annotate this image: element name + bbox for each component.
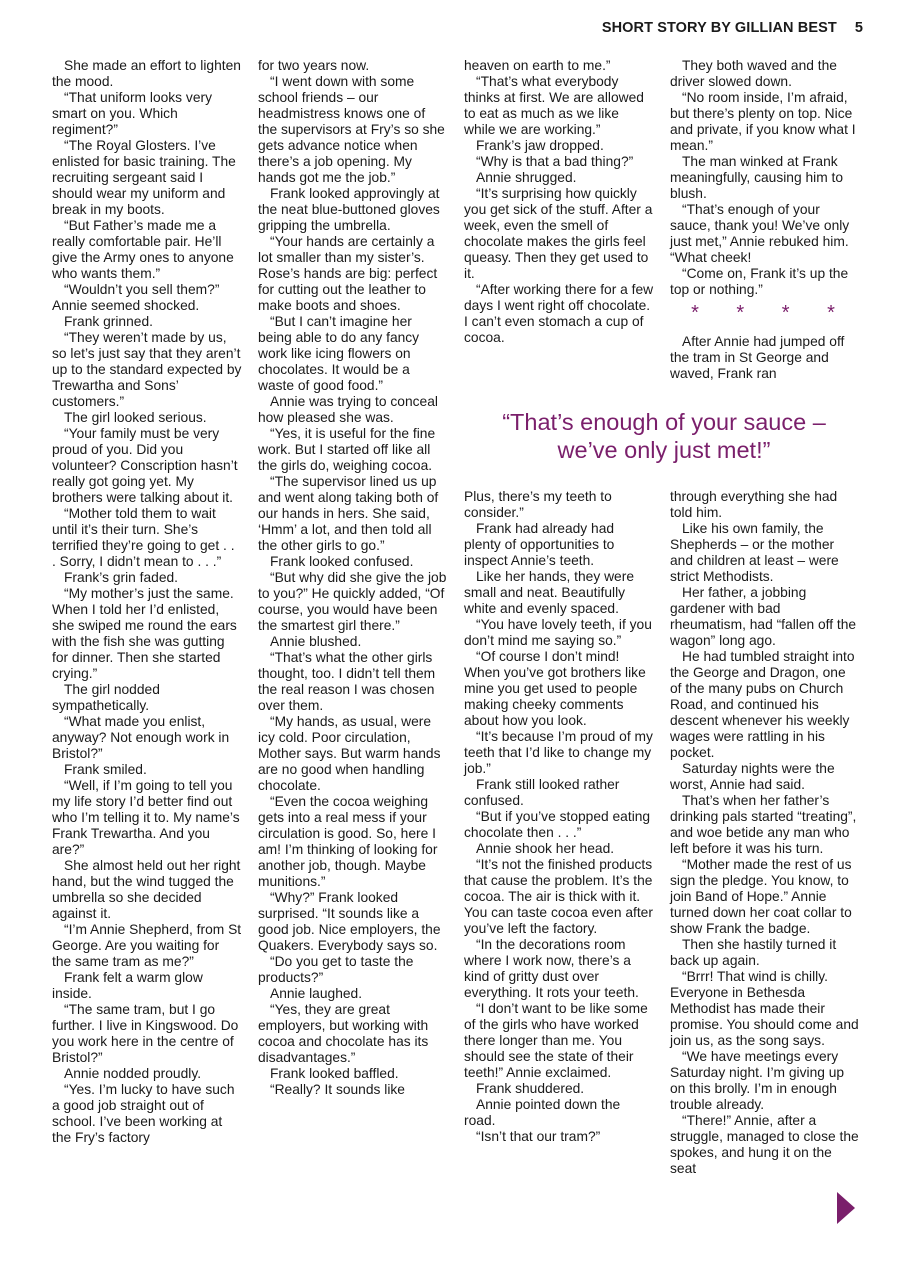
paragraph: “No room inside, I’m afraid, but there’s plenty on top. Nice and private, if you know what I mean.”	[670, 90, 856, 153]
paragraph: Annie laughed.	[270, 986, 363, 1001]
paragraph: Plus, there’s my teeth to consider.”	[464, 489, 612, 520]
paragraph: “The supervisor lined us up and went along taking both of our hands in hers. She said, ‘Hmm’ a lot, and then told all the other girls to go.”	[258, 474, 439, 553]
paragraph: “Mother made the rest of us sign the pledge. You know, to join Band of Hope.” Annie turned down her coat collar to show Frank the badge.	[670, 857, 852, 936]
paragraph: “Yes, they are great employers, but working with cocoa and chocolate has its disadvantages.”	[258, 1002, 429, 1065]
paragraph: Annie shrugged.	[476, 170, 577, 185]
text-column-4-bottom	[670, 489, 860, 1177]
paragraph: “What made you enlist, anyway? Not enough work in Bristol?”	[52, 714, 230, 761]
paragraph: Annie pointed down the road.	[464, 1097, 621, 1128]
paragraph: “That’s enough of your sauce, thank you! We’ve only just met,” Annie rebuked him. “What cheek!	[670, 202, 850, 265]
text-column-3-bottom	[464, 489, 654, 1145]
paragraph: Frank looked confused.	[270, 554, 414, 569]
paragraph: “Your hands are certainly a lot smaller than my sister’s. Rose’s hands are big: perfect for cutting out the leather to make boots and shoes.	[258, 234, 438, 313]
paragraph: Then she hastily turned it back up again.	[670, 937, 837, 968]
paragraph: He had tumbled straight into the George and Dragon, one of the many pubs on Church Road, and continued his descent whenever his weekly wages were rattling in his pocket.	[670, 649, 855, 760]
paragraph: “After working there for a few days I went right off chocolate. I can’t even stomach a cup of cocoa.	[464, 282, 654, 345]
column-4-after-break	[670, 334, 860, 382]
paragraph: “The Royal Glosters. I’ve enlisted for basic training. The recruiting sergeant said I should wear my uniform and break in my boots.	[52, 138, 236, 217]
header-title: SHORT STORY BY GILLIAN BEST	[601, 20, 837, 36]
paragraph: “But why did she give the job to you?” He quickly added, “Of course, you would have been the smartest girl there.”	[258, 570, 447, 633]
paragraph: Saturday nights were the worst, Annie had said.	[670, 761, 835, 792]
arrow-right-icon[interactable]	[837, 1192, 855, 1224]
page-number: 5	[854, 20, 863, 36]
paragraph: “Isn’t that our tram?”	[476, 1129, 601, 1144]
paragraph: “But Father’s made me a really comfortable pair. He’ll give the Army ones to anyone who wants them.”	[52, 218, 234, 281]
paragraph: Annie blushed.	[270, 634, 362, 649]
paragraph: The girl nodded sympathetically.	[52, 682, 160, 713]
paragraph: “Really? It sounds like	[270, 1082, 405, 1097]
paragraph: The girl looked serious.	[64, 410, 207, 425]
paragraph: “Even the cocoa weighing gets into a real mess if your circulation is good. So, here I am! I’m thinking of looking for another job, though. Maybe munitions.”	[258, 794, 438, 889]
paragraph: “My hands, as usual, were icy cold. Poor circulation, Mother says. But warm hands are no good when handling chocolate.	[258, 714, 441, 793]
paragraph: Frank felt a warm glow inside.	[52, 970, 203, 1001]
paragraph: “Come on, Frank it’s up the top or nothing.”	[670, 266, 849, 297]
paragraph: She made an effort to lighten the mood.	[52, 58, 241, 89]
text-column-2	[258, 58, 448, 1098]
paragraph: “It’s surprising how quickly you get sick of the stuff. After a week, even the smell of chocolate makes the girls feel queasy. Then they get used to it.	[464, 186, 653, 281]
paragraph: After Annie had jumped off the tram in St George and waved, Frank ran	[670, 334, 845, 381]
paragraph: Frank looked baffled.	[270, 1066, 399, 1081]
paragraph: “The same tram, but I go further. I live in Kingswood. Do you work here in the centre of Bristol?”	[52, 1002, 239, 1065]
paragraph: “Of course I don’t mind! When you’ve got brothers like mine you get used to people making cheeky comments about how you look.	[464, 649, 646, 728]
paragraph: “Do you get to taste the products?”	[258, 954, 414, 985]
paragraph: “I’m Annie Shepherd, from St George. Are you waiting for the same tram as me?”	[52, 922, 242, 969]
paragraph: “It’s not the finished products that cause the problem. It’s the cocoa. The air is thick with it. You can taste cocoa even after you’ve left the factory.	[464, 857, 653, 936]
paragraph: That’s when her father’s drinking pals started “treating”, and woe betide any man who left before it was his turn.	[670, 793, 857, 856]
paragraph: “I went down with some school friends – our headmistress knows one of the supervisors at Fry’s so she gets advance notice when there’s a job opening. My hands got me the job.”	[258, 74, 445, 185]
paragraph: “That uniform looks very smart on you. Which regiment?”	[52, 90, 212, 137]
paragraph: “Why is that a bad thing?”	[476, 154, 634, 169]
paragraph: The man winked at Frank meaningfully, causing him to blush.	[670, 154, 844, 201]
paragraph: “My mother’s just the same. When I told her I’d enlisted, she swiped me round the ears with the fish she was gutting for dinner. Then she started crying.”	[52, 586, 237, 681]
paragraph: “Why?” Frank looked surprised. “It sounds like a good job. Nice employers, the Quakers. Everybody says so.	[258, 890, 441, 953]
paragraph: Frank looked approvingly at the neat blue-buttoned gloves gripping the umbrella.	[258, 186, 440, 233]
paragraph: Frank shuddered.	[476, 1081, 585, 1096]
paragraph: “That’s what the other girls thought, too. I didn’t tell them the real reason I was chosen over them.	[258, 650, 436, 713]
paragraph: Like her hands, they were small and neat. Beautifully white and evenly spaced.	[464, 569, 634, 616]
paragraph: “Brrr! That wind is chilly. Everyone in Bethesda Methodist has made their promise. You should come and join us, as the song says.	[670, 969, 859, 1048]
paragraph: through everything she had told him.	[670, 489, 838, 520]
pull-quote-line-1: “That’s enough of your sauce –	[502, 409, 826, 435]
paragraph: “Your family must be very proud of you. Did you volunteer? Conscription hasn’t really got going yet. My brothers were talking about it.	[52, 426, 238, 505]
paragraph: “But I can’t imagine her being able to do any fancy work like icing flowers on chocolates. It would be a waste of good food.”	[258, 314, 420, 393]
paragraph: “In the decorations room where I work now, there’s a kind of gritty dust over everything. It rots your teeth.	[464, 937, 639, 1000]
paragraph: Like his own family, the Shepherds – or the mother and children at least – were strict Methodists.	[670, 521, 839, 584]
pull-quote-line-2: we’ve only just met!”	[557, 437, 771, 463]
paragraph: “They weren’t made by us, so let’s just say that they aren’t up to the standard expected by Trewartha and Sons’ customers.”	[52, 330, 242, 409]
section-break-stars: * * * *	[691, 302, 851, 324]
paragraph: Frank smiled.	[64, 762, 147, 777]
paragraph: “Yes. I’m lucky to have such a good job straight out of school. I’ve been working at the Fry’s factory	[52, 1082, 235, 1145]
paragraph: “It’s because I’m proud of my teeth that I’d like to change my job.”	[464, 729, 653, 776]
paragraph: “That’s what everybody thinks at first. We are allowed to eat as much as we like while we are working.”	[464, 74, 644, 137]
paragraph: “Mother told them to wait until it’s their turn. She’s terrified they’re going to get . . . Sorry, I didn’t mean to . . .”	[52, 506, 235, 569]
paragraph: Frank’s jaw dropped.	[476, 138, 604, 153]
paragraph: “I don’t want to be like some of the girls who have worked there longer than me. You should see the state of their teeth!” Annie exclaimed.	[464, 1001, 648, 1080]
paragraph: Frank’s grin faded.	[64, 570, 179, 585]
paragraph: Her father, a jobbing gardener with bad rheumatism, had “fallen off the wagon” long ago.	[670, 585, 857, 648]
running-header	[602, 20, 863, 36]
pull-quote	[466, 408, 862, 464]
text-column-4-top	[670, 58, 860, 382]
paragraph: “Wouldn’t you sell them?” Annie seemed shocked.	[52, 282, 220, 313]
paragraph: They both waved and the driver slowed down.	[670, 58, 837, 89]
paragraph: “You have lovely teeth, if you don’t mind me saying so.”	[464, 617, 652, 648]
paragraph: Annie nodded proudly.	[64, 1066, 202, 1081]
paragraph: heaven on earth to me.”	[464, 58, 611, 73]
paragraph: for two years now.	[258, 58, 370, 73]
paragraph: Annie was trying to conceal how pleased she was.	[258, 394, 438, 425]
paragraph: “There!” Annie, after a struggle, managed to close the spokes, and hung it on the seat	[670, 1113, 859, 1176]
text-column-3-top	[464, 58, 654, 346]
paragraph: Annie shook her head.	[476, 841, 615, 856]
paragraph: She almost held out her right hand, but the wind tugged the umbrella so she decided against it.	[52, 858, 241, 921]
text-column-1	[52, 58, 242, 1146]
paragraph: “Well, if I’m going to tell you my life story I’d better find out who I’m telling it to. My name’s Frank Trewartha. And you are?”	[52, 778, 240, 857]
paragraph: Frank had already had plenty of opportunities to inspect Annie’s teeth.	[464, 521, 615, 568]
paragraph: Frank still looked rather confused.	[464, 777, 620, 808]
column-4-top-paragraphs	[670, 58, 860, 298]
paragraph: “Yes, it is useful for the fine work. But I started off like all the girls do, weighing cocoa.	[258, 426, 436, 473]
paragraph: Frank grinned.	[64, 314, 153, 329]
paragraph: “We have meetings every Saturday night. I’m giving up on this brolly. I’m in enough trouble already.	[670, 1049, 845, 1112]
paragraph: “But if you’ve stopped eating chocolate then . . .”	[464, 809, 651, 840]
